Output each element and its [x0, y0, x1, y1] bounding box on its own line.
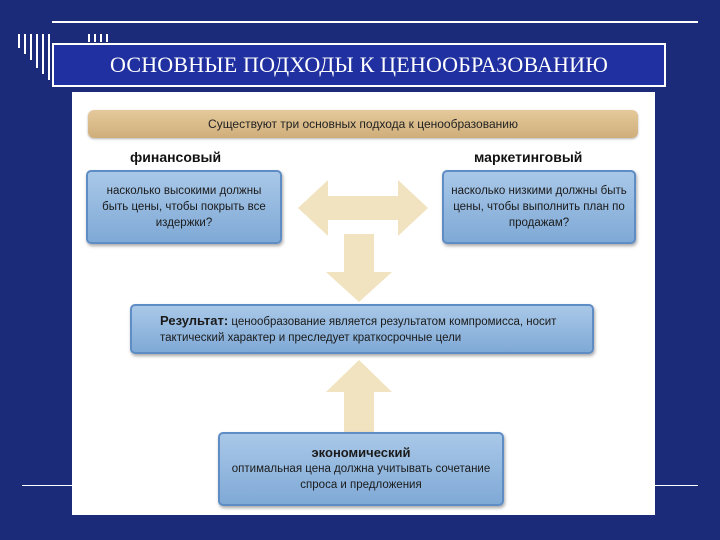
marketing-text: насколько низкими должны быть цены, чтобы выполнить план по продажам?: [451, 185, 627, 229]
slide-title-box: [52, 43, 666, 87]
result-text: ценообразование является результатом компромисса, носит тактический характер и преследует краткосрочные цели: [160, 315, 557, 344]
economic-text: оптимальная цена должна учитывать сочетание спроса и предложения: [231, 463, 491, 491]
result-content: [160, 313, 586, 346]
result-box: [130, 304, 594, 354]
intro-banner: [88, 110, 638, 138]
top-border-line: [52, 21, 698, 23]
financial-heading: финансовый: [130, 149, 222, 165]
financial-text: насколько высокими должны быть цены, чтобы покрыть все издержки?: [102, 185, 266, 229]
marketing-box: [442, 170, 636, 244]
result-label: Результат:: [160, 312, 229, 328]
up-arrow-icon: [326, 360, 392, 432]
economic-heading: экономический: [311, 445, 411, 460]
intro-banner-text: Существуют три основных подхода к ценообразованию: [208, 117, 518, 131]
diagram-panel: [72, 92, 655, 515]
marketing-heading: маркетинговый: [474, 149, 583, 165]
double-arrow-icon: [298, 178, 428, 238]
financial-box: [86, 170, 282, 244]
slide-title: ОСНОВНЫЕ ПОДХОДЫ К ЦЕНООБРАЗОВАНИЮ: [109, 52, 609, 77]
bottom-left-line: [22, 485, 72, 486]
down-arrow-icon: [326, 234, 392, 302]
bottom-right-line: [655, 485, 698, 486]
economic-box: [218, 432, 504, 506]
